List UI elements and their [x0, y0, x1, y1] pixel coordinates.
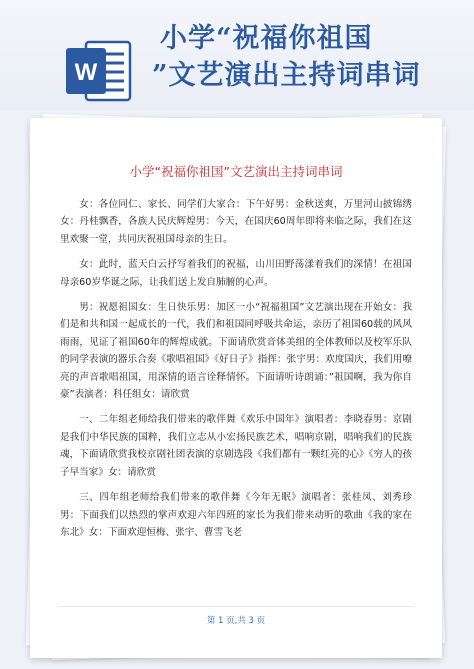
banner-title-line1: 小学“祝福你祖国	[160, 23, 373, 54]
document-page	[30, 118, 442, 658]
paragraph: 三、四年组老师给我们带来的歌伴舞《今年无眠》演唱者：张桂凤、刘秀珍男：下面我们以热烈的掌声欢迎六年四班的家长为我们带来动听的歌曲《我的家在东北》女：下面欢迎恒梅、张宇、曹雪飞老	[60, 492, 412, 538]
paragraph: 男：祝愿祖国女：生日快乐男：加区一小“祝福祖国”文艺演出现在开始女：我们是和共和国一起成长的一代，我们和祖国同呼吸共命运，亲历了祖国60载的风风雨雨，见证了祖国60年的辉煌成就。下面请欣赏音体美组的全体教师以及校军乐队的同学表演的器乐合奏《歌唱祖国》《好日子》指挥：张宇男：欢度国庆，我们用嘹亮的声音歌唱祖国，用深情的语言诠释情怀。下面请听诗朗诵：”祖国啊，我为你自豪”表演者：科任组女：请欣赏	[60, 302, 412, 401]
paragraph: 女：各位同仁、家长、同学们大家合：下午好男：金秋送爽，万里河山披锦绣女：丹桂飘香，各族人民庆辉煌男：今天，在国庆60周年即将来临之际，我们在这里欢聚一堂，共同庆祝祖国母亲的生日。	[60, 199, 412, 245]
banner-title-line2: ”文艺演出主持词串词	[152, 60, 421, 91]
document-body	[60, 196, 412, 541]
paragraph: 一、二年组老师给我们带来的歌伴舞《欢乐中国年》演唱者：李晓春男：京剧是我们中华民族的国粹，我们立志从小宏扬民族艺术，唱响京剧，唱响我们的民族魂，下面请欣赏我校京剧社团表演的京剧选段《我们都有一颗红亮的心》《穷人的孩子早当家》女：请欣赏	[60, 414, 412, 478]
word-document-icon	[64, 40, 132, 102]
svg-text:W: W	[74, 59, 98, 86]
footer-divider	[58, 606, 414, 607]
banner-title	[152, 20, 470, 94]
paragraph: 女：此时，蓝天白云抒写着我们的祝福，山川田野荡漾着我们的深情！在祖国母亲60岁华诞之际，让我们送上发自肺腑的心声。	[60, 259, 412, 288]
page-indicator: 第 1 页,共 3 页	[206, 616, 266, 626]
document-title: 小学“祝福你祖国”文艺演出主持词串词	[129, 164, 343, 179]
header-banner	[0, 0, 474, 110]
